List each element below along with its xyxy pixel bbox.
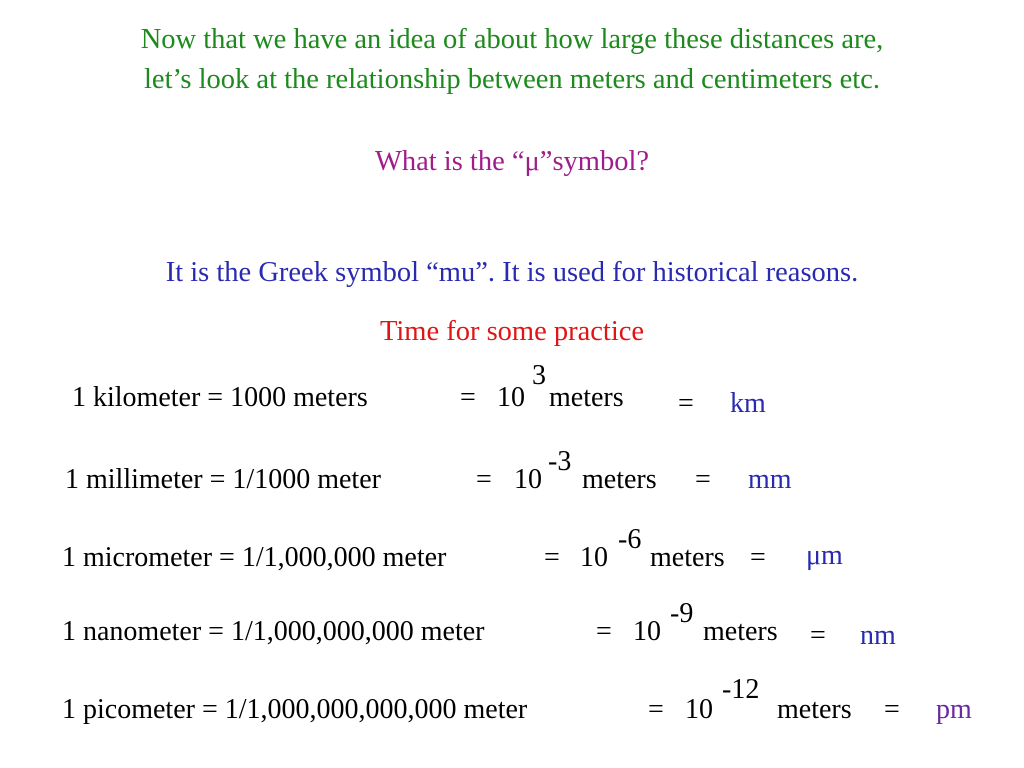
equals-sign: =	[544, 542, 560, 573]
practice-heading: Time for some practice	[379, 316, 645, 347]
definition-text: 1 nanometer = 1/1,000,000,000 meter	[62, 616, 485, 647]
power-base: 10	[633, 616, 661, 647]
unit-symbol-um: μm	[806, 540, 843, 571]
intro-line-1: Now that we have an idea of about how large these distances are,	[140, 24, 884, 55]
definition-text: 1 micrometer = 1/1,000,000 meter	[62, 542, 447, 573]
equals-sign: =	[695, 464, 711, 495]
unit-symbol-mm: mm	[748, 464, 792, 495]
answer-text: It is the Greek symbol “mu”. It is used for historical reasons.	[165, 257, 859, 288]
equals-sign: =	[750, 542, 766, 573]
intro-line-2: let’s look at the relationship between meters and centimeters etc.	[144, 64, 880, 95]
definition-text: 1 picometer = 1/1,000,000,000,000 meter	[62, 694, 528, 725]
power-base: 10	[497, 382, 525, 413]
power-exponent: -9	[670, 598, 694, 629]
power-exponent: -12	[722, 674, 760, 705]
power-base: 10	[580, 542, 608, 573]
unit-symbol-nm: nm	[860, 620, 896, 651]
meters-unit: meters	[777, 694, 852, 725]
equals-sign: =	[810, 620, 826, 651]
equals-sign: =	[678, 388, 694, 419]
definition-text: 1 millimeter = 1/1000 meter	[65, 464, 381, 495]
equals-sign: =	[884, 694, 900, 725]
definition-text: 1 kilometer = 1000 meters	[72, 382, 368, 413]
power-exponent: -6	[618, 524, 642, 555]
equals-sign: =	[460, 382, 476, 413]
equals-sign: =	[648, 694, 664, 725]
power-exponent: -3	[548, 446, 572, 477]
power-base: 10	[514, 464, 542, 495]
meters-unit: meters	[582, 464, 657, 495]
meters-unit: meters	[650, 542, 725, 573]
equals-sign: =	[596, 616, 612, 647]
power-base: 10	[685, 694, 713, 725]
equals-sign: =	[476, 464, 492, 495]
meters-unit: meters	[703, 616, 778, 647]
meters-unit: meters	[549, 382, 624, 413]
question-text: What is the “μ”symbol?	[374, 146, 650, 177]
unit-symbol-km: km	[730, 388, 766, 419]
power-exponent: 3	[532, 360, 546, 391]
unit-symbol-pm: pm	[936, 694, 972, 725]
